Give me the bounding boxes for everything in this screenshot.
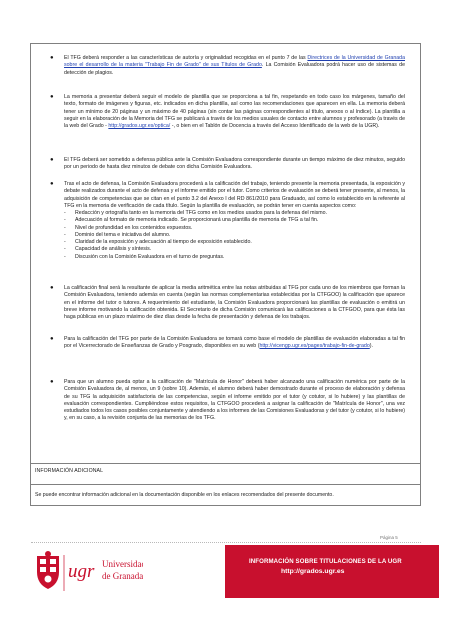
criteria-item xyxy=(64,217,405,224)
dash-icon: - xyxy=(64,253,66,260)
additional-info-text: Se puede encontrar información adicional en la documentación disponible en los enlaces recomendados del presente documento. xyxy=(35,492,334,498)
bullet-icon: ● xyxy=(50,94,54,100)
item-text: Para que un alumno pueda optar a la calificación de "Matrícula de Honor" deberá haber alcanzado una calificación numérica por parte de la Comisión Evaluadora de, al menos, un 9 (sobre 10). Además, el alumno deberá haber demostrado durante el proceso de elaboración y defensa de su TFG la adquisición satisfactoria de las competencias, según el informe emitido por el tutor (y cotutor, si lo hubiere) y las plantillas de evaluación correspondientes. Cumpliéndose estos requisitos, la CTFGOO procederá a asignar la calificación de "Matrícula de Honor", una vez estudiados todos los casos posibles conjuntamente y atendiendo a los informes de las Comisiones Evaluadoras y del tutor (y cotutor, si lo hubiere) y, en su caso, a la revisión conjunta de las memorias de los TFG. xyxy=(64,379,405,422)
bullet-icon: ● xyxy=(50,379,54,385)
item-text-end: -, o bien en el Tablón de Docencia a través del Acceso Identificado de la web de la UGR). xyxy=(170,123,380,129)
item-text-end: ). xyxy=(369,343,373,350)
svg-text:ugr: ugr xyxy=(68,561,95,582)
item-link[interactable]: http://grados.ugr.es/optica/ xyxy=(108,123,171,129)
criteria-text: Redacción y ortografía tanto en la memoria del TFG como en los medios usados para la defensa del mismo. xyxy=(75,210,328,216)
criteria-text: Discusión con la Comisión Evaluadora en el turno de preguntas. xyxy=(75,253,225,260)
item-text: El TFG deberá ser sometido a defensa pública ante la Comisión Evaluadora correspondiente durante un tiempo máximo de diez minutos, seguido por un periodo de hasta diez minutos de debate con dicha Comisión Evaluadora. xyxy=(64,157,405,171)
bullet-icon: ● xyxy=(50,285,54,291)
item-text: La calificación final será la resultante de aplicar la media aritmética entre las notas atribuidas al TFG por cada uno de los miembros que forman la Comisión Evaluadora, teniendo además en cuenta (según las normas complementarias establecidas por la CTFGOO) la calificación que aparece en el informe del tutor o tutores. A requerimiento del estudiante, la Comisión Evaluadora proporcionará las plantillas de evaluación o emitirá un breve informe motivando la calificación obtenida. El Secretario de dicha Comisión comunicará las calificaciones a la CTFGOO, para que ésta las haga públicas en un plazo máximo de diez días desde la fecha de presentación y defensa de los trabajos. xyxy=(64,285,405,320)
evaluation-item xyxy=(50,55,405,77)
item-text: Para la calificación del TFG por parte de la Comisión Evaluadora se tomará como base el modelo de plantillas de evaluación elaboradas a tal fin por el Vicerrectorado de Enseñanzas de Grado y Posgrado, disponibles en su web ( xyxy=(64,336,405,350)
bullet-icon: ● xyxy=(50,157,54,163)
page-number: Página 5 xyxy=(380,535,398,540)
dash-icon: - xyxy=(64,217,66,224)
ugr-crest-icon xyxy=(31,550,143,595)
item-link[interactable]: http://vicengp.ugr.es/pages/trabajo-fin-de-grado xyxy=(259,343,370,350)
bullet-icon: ● xyxy=(50,181,54,187)
item-text: El TFG deberá responder a las características de autoría y originalidad recogidas en el punto 7 de las xyxy=(64,55,308,61)
evaluation-item xyxy=(50,94,405,130)
criteria-item xyxy=(64,239,405,246)
dash-icon: - xyxy=(64,224,66,231)
evaluation-item xyxy=(50,285,405,321)
criteria-item xyxy=(64,246,405,253)
criteria-text: Capacidad de análisis y síntesis. xyxy=(75,246,152,253)
criteria-text: Nivel de profundidad en los contenidos expuestos. xyxy=(75,224,193,231)
dash-icon: - xyxy=(64,239,66,245)
item-link[interactable]: Directrices de la Universidad de Granada sobre el desarrollo de la materia "Trabajo Fin de Grado" de sus Títulos de Grado xyxy=(64,55,405,69)
evaluation-item xyxy=(50,181,405,261)
criteria-text: Adecuación al formato de memoria indicado. Se proporcionará una plantilla de memoria de TFG a tal fin. xyxy=(75,217,319,224)
footer-divider xyxy=(31,542,421,543)
banner-title: INFORMACIÓN SOBRE TITULACIONES DE LA UGR xyxy=(249,558,402,565)
dash-icon: - xyxy=(64,246,66,253)
ugr-logo xyxy=(31,550,143,595)
evaluation-item xyxy=(50,157,405,172)
criteria-item xyxy=(64,254,405,261)
criteria-list xyxy=(64,210,405,261)
criteria-item xyxy=(64,210,405,217)
svg-text:Universidad: Universidad xyxy=(102,559,143,569)
banner-url[interactable]: http://grados.ugr.es xyxy=(281,568,345,575)
criteria-item xyxy=(64,232,405,239)
evaluation-cell xyxy=(31,44,420,464)
content-table xyxy=(30,43,421,506)
item-text: Tras el acto de defensa, la Comisión Evaluadora procederá a la calificación del trabajo, teniendo presente la memoria presentada, la exposición y debate realizados durante el acto de defensa y el informe emitido por el tutor. Como criterios de evaluación se deberá tener presente, al menos, la adquisición de competencias que se citan en el punto 3.2 del Anexo I del RD 861/2010 para Graduado, así como lo establecido en la referente al TFG en la memoria de verificación de cada título. Según la plantilla de evaluación, se podrán tener en cuenta aspectos como: xyxy=(64,181,405,209)
evaluation-item xyxy=(50,379,405,423)
titulaciones-banner xyxy=(225,545,439,598)
bullet-icon: ● xyxy=(50,336,54,342)
criteria-text: Claridad de la exposición y adecuación al tiempo de exposición establecido. xyxy=(75,239,252,245)
item-text: La memoria a presentar deberá seguir el modelo de plantilla que se proporciona a tal fin, respetando en todo caso los márgenes, tamaño del texto, formato de imágenes y figuras, etc. indicados en dicha plantilla, así como las recomendaciones que aparecen en ella. La memoria deberá tener un mínimo de 20 páginas y un máximo de 40 páginas (sin contar las páginas correspondientes al título, anexos o al índice). La plantilla a seguir en la elaboración de la Memoria del TFG se publicará a través de los medios usuales de contacto entre alumnos y profesorado (a través de la web del Grado - xyxy=(64,94,405,129)
criteria-text: Dominio del tema e iniciativa del alumno. xyxy=(75,231,171,238)
bullet-icon: ● xyxy=(50,55,54,61)
svg-text:de Granada: de Granada xyxy=(102,571,143,581)
dash-icon: - xyxy=(64,210,66,216)
item-text-end: . La Comisión Evaluadora podrá hacer uso de sistemas de detección de plagios. xyxy=(64,62,405,76)
dash-icon: - xyxy=(64,231,66,238)
evaluation-item xyxy=(50,336,405,351)
additional-info-heading: INFORMACIÓN ADICIONAL xyxy=(31,464,420,485)
criteria-item xyxy=(64,225,405,232)
